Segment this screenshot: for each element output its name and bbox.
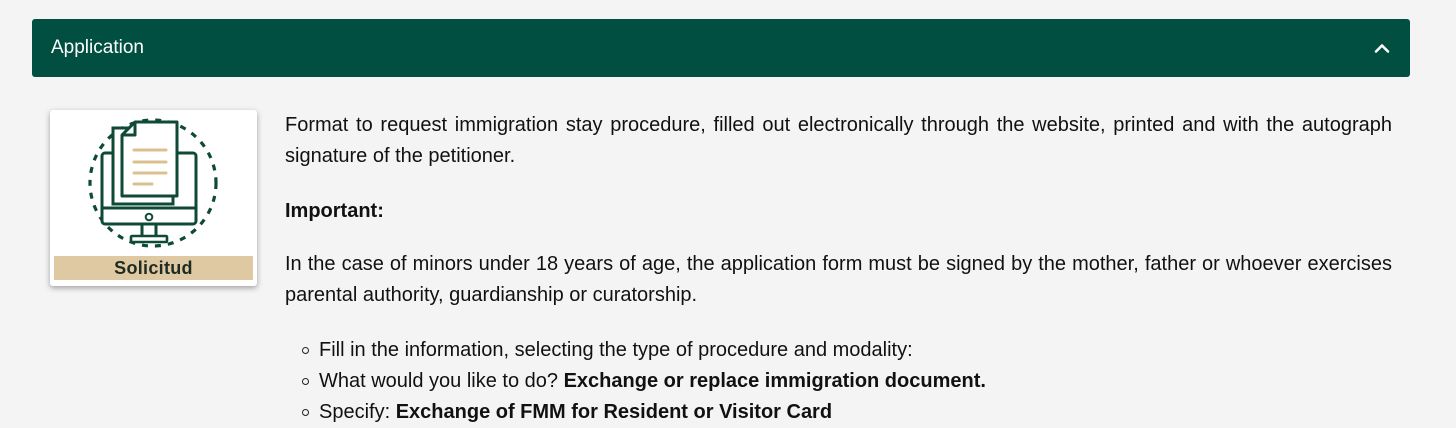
list-item: What would you like to do? Exchange or replace immigration document. [319,366,986,397]
document-monitor-icon [50,110,257,256]
steps-list [285,335,986,428]
minors-paragraph: In the case of minors under 18 years of age, the application form must be signed by the mother, father or whoever exercises parental authority, guardianship or curatorship. [285,253,1392,306]
chevron-up-icon[interactable] [1372,38,1392,58]
accordion-header[interactable] [32,19,1410,77]
accordion-title: Application [51,37,144,58]
description-paragraph: Format to request immigration stay procedure, filled out electronically through the website, printed and with the autograph signature of the petitioner. [285,114,1392,167]
list-item: Fill in the information, selecting the type of procedure and modality: [319,335,986,366]
image-caption: Solicitud [54,256,253,280]
solicitud-image-card [50,110,257,286]
important-label: Important: [285,200,384,222]
list-item: Specify: Exchange of FMM for Resident or Visitor Card [319,397,986,428]
